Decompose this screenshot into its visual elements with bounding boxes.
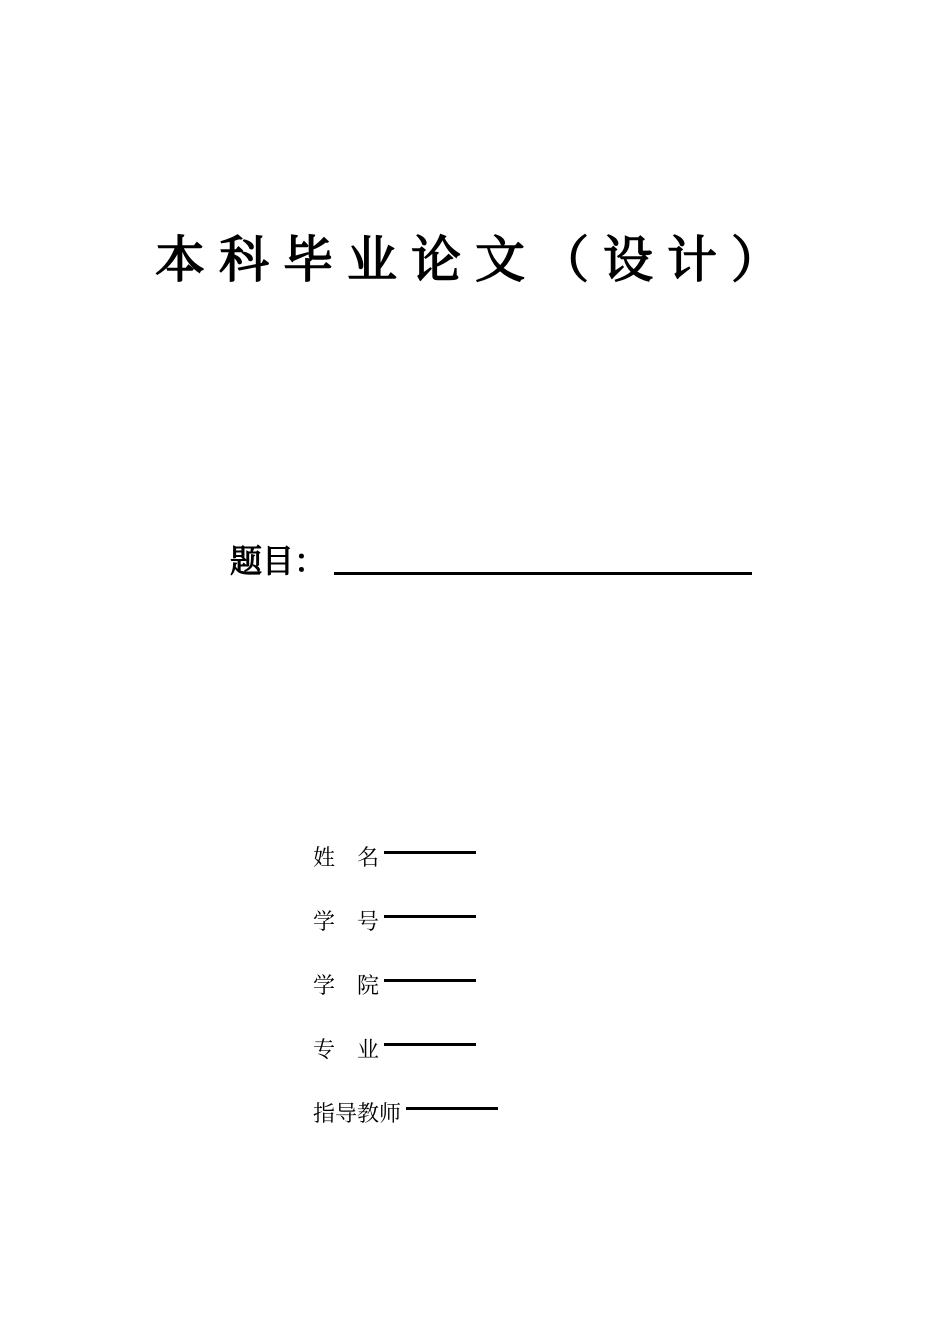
topic-row: [230, 535, 752, 585]
advisor-label: 指导教师: [313, 1102, 402, 1127]
college-label: 学 院: [313, 974, 380, 999]
name-blank-line[interactable]: [384, 851, 476, 854]
info-row-major: [313, 1004, 498, 1068]
advisor-blank-line[interactable]: [406, 1107, 498, 1110]
page-title: 本科毕业论文（设计）: [155, 230, 795, 289]
major-blank-line[interactable]: [384, 1043, 476, 1046]
name-label: 姓 名: [313, 846, 380, 871]
student-id-label: 学 号: [313, 910, 380, 935]
info-row-name: [313, 812, 498, 876]
info-row-student-id: [313, 876, 498, 940]
college-blank-line[interactable]: [384, 979, 476, 982]
major-label: 专 业: [313, 1038, 380, 1063]
student-info-block: [313, 812, 498, 1132]
topic-label: 题目：: [230, 542, 327, 580]
student-id-blank-line[interactable]: [384, 915, 476, 918]
info-row-college: [313, 940, 498, 1004]
topic-blank-line[interactable]: [334, 572, 752, 575]
info-row-advisor: [313, 1068, 498, 1132]
